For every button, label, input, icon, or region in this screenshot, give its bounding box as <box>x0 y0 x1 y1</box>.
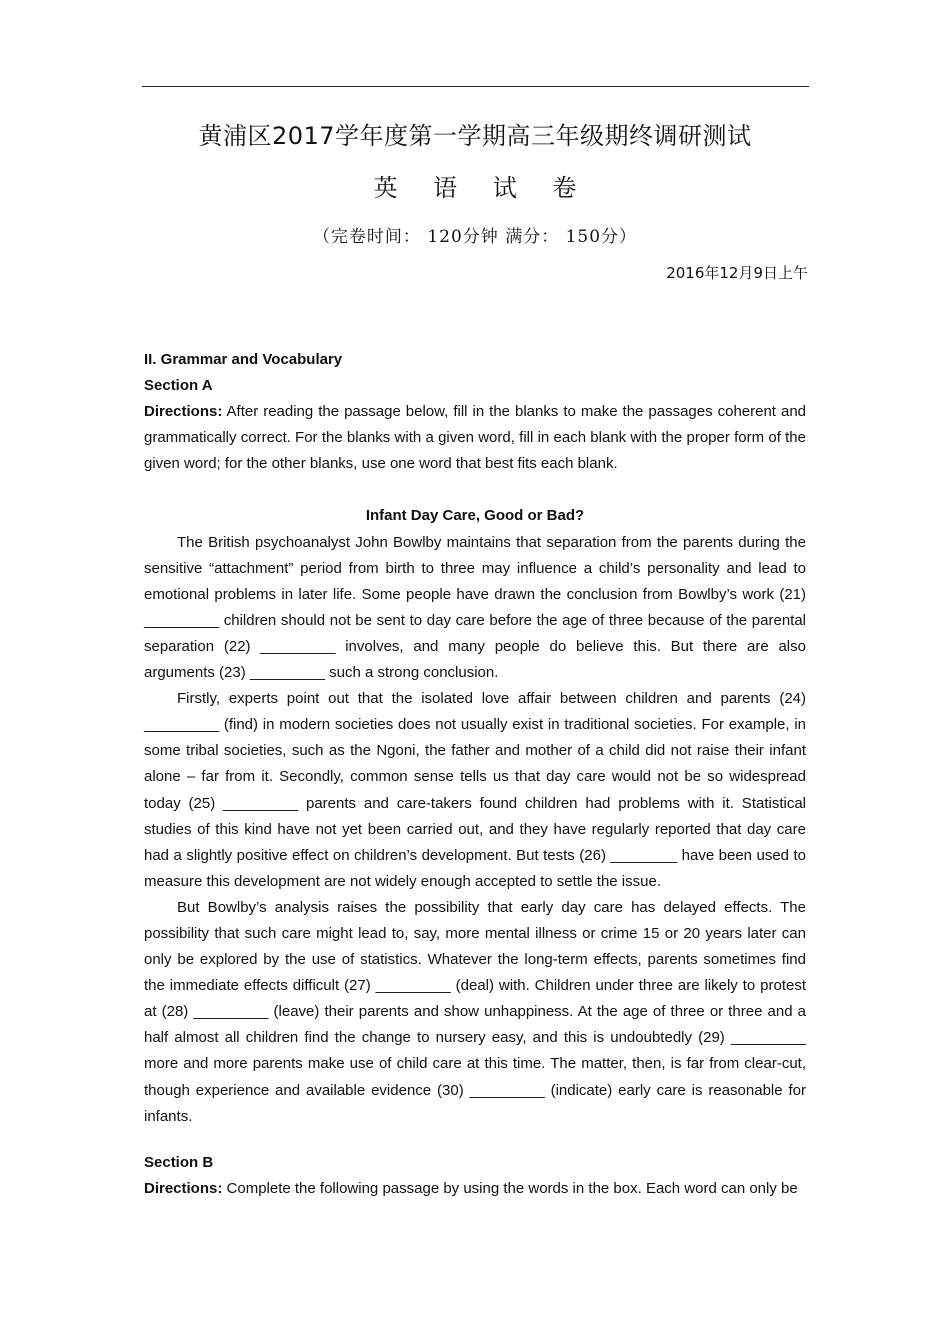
header-rule <box>142 86 809 87</box>
exam-time-score: （完卷时间： 120分钟 满分： 150分） <box>312 227 638 247</box>
section-a-heading: Section A <box>144 377 213 395</box>
directions-text: Complete the following passage by using the words in the box. Each word can only be <box>222 1179 798 1197</box>
passage-paragraph: The British psychoanalyst John Bowlby maintains that separation from the parents during the sensitive “attachment” period from birth to three may influence a child’s personality and lead to emotional problems in later life. Some people have drawn the conclusion from Bowlby’s work (21) _________ children should not be sent to day care before the age of three because of the parental separation (22) _________ involves, and many people do believe this. But there are also arguments (23) _________ such a strong conclusion. <box>144 533 806 682</box>
passage-title: Infant Day Care, Good or Bad? <box>365 507 585 525</box>
directions-label: Directions: <box>144 403 223 421</box>
directions-label: Directions: <box>144 1179 223 1197</box>
section-b-directions <box>144 1176 806 1202</box>
exam-content <box>144 347 806 1202</box>
directions-text: After reading the passage below, fill in the blanks to make the passages coherent and grammatically correct. For the blanks with a given word, fill in each blank with the proper form of the given word; for the other blanks, use one word that best fits each blank. <box>144 403 806 473</box>
passage-paragraph: But Bowlby’s analysis raises the possibility that early day care has delayed effects. The possibility that such care might lead to, say, more mental illness or crime 15 or 20 years later can only be explored by the use of statistics. Whatever the long-term effects, parents sometimes find the immediate effects difficult (27) _________ (deal) with. Children under three are likely to protest at (28) _________ (leave) their parents and show unhappiness. At the age of three or three and a half almost all children find the change to nursery easy, and this is undoubtedly (29) _________ more and more parents make use of child care at this time. The matter, then, is far from clear-cut, though experience and available evidence (30) _________ (indicate) early care is reasonable for infants. <box>144 898 806 1125</box>
exam-subject-title: 英 语 试 卷 <box>373 174 591 202</box>
passage-paragraph: Firstly, experts point out that the isolated love affair between children and parents (24) _________ (find) in modern societies does not usually exist in traditional societies. For example, in some tribal societies, such as the Ngoni, the father and mother of a child did not raise their infant alone – far from it. Secondly, common sense tells us that day care would not be so widespread today (25) _________ parents and care-takers found children had problems with it. Statistical studies of this kind have not yet been carried out, and they have regularly reported that day care had a slightly positive effect on children’s development. But tests (26) ________ have been used to measure this development are not widely enough accepted to settle the issue. <box>144 690 806 890</box>
section-a-directions <box>144 399 806 477</box>
part-heading: II. Grammar and Vocabulary <box>144 351 343 368</box>
section-b-heading: Section B <box>144 1153 214 1171</box>
exam-title: 黄浦区2017学年度第一学期高三年级期终调研测试 <box>198 122 752 150</box>
exam-date: 2016年12月9日上午 <box>666 264 808 282</box>
